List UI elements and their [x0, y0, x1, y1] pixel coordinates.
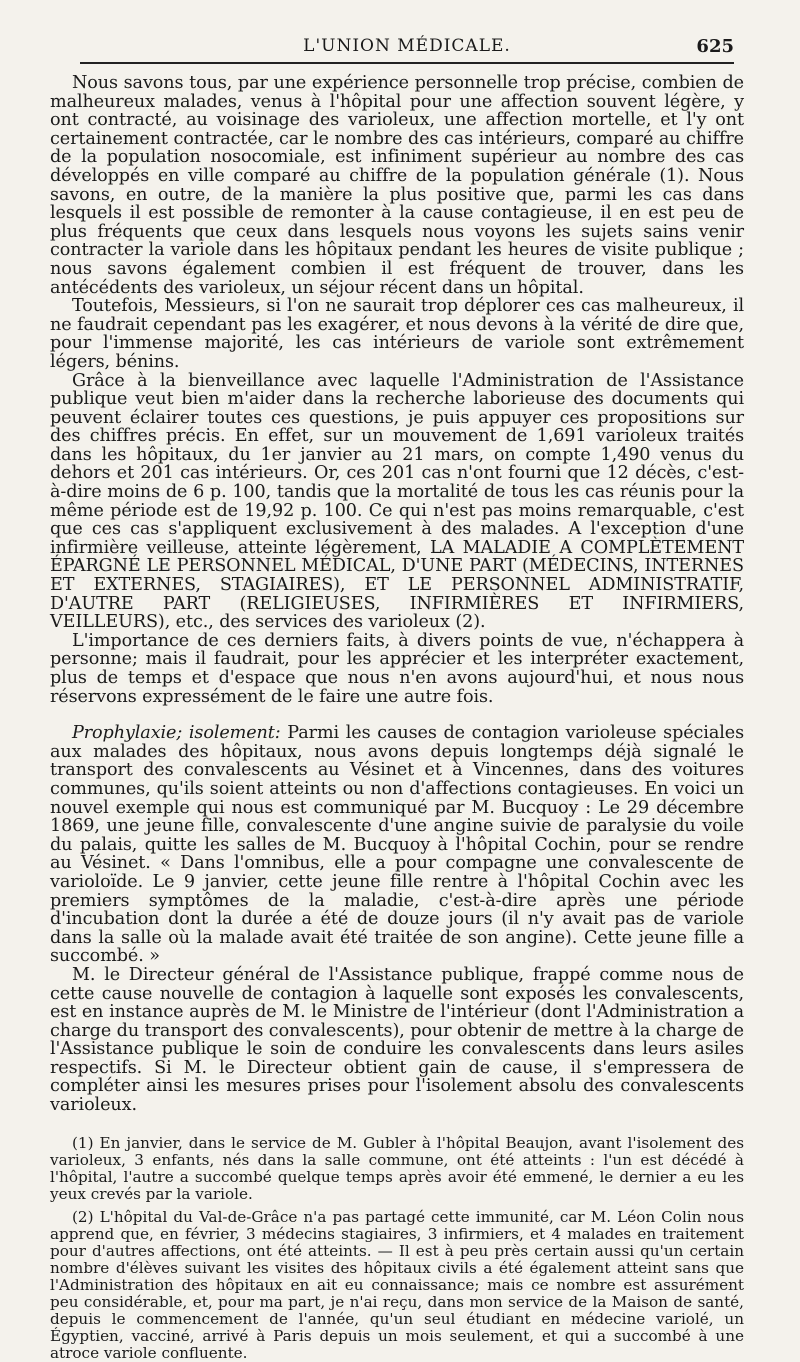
footnotes	[50, 1135, 744, 1362]
article-body	[50, 74, 744, 1115]
footnote-2: (2) L'hôpital du Val-de-Grâce n'a pas partagé cette immunité, car M. Léon Colin nous apprend que, en février, 3 médecins stagiaires, 3 infirmiers, et 4 malades en traitement pour d'autres affections, ont été atteints. — Il est à peu près certain aussi qu'un certain nombre d'élèves suivant les visites des hôpitaux civils a été également atteint sans que l'Administration des hôpitaux en ait eu connaissance; mais ce nombre est assurément peu considérable, et, pour ma part, je n'ai reçu, dans mon service de la Maison de santé, depuis le commencement de l'année, qu'un seul étudiant en médecine variolé, un Égyptien, vacciné, arrivé à Paris depuis un mois seulement, et qui a succombé à une atroce variole confluente.	[50, 1207, 744, 1362]
running-title: L'UNION MÉDICALE.	[303, 36, 511, 56]
paragraph-3: Grâce à la bienveillance avec laquelle l'Administration de l'Assistance publique veut bien m'aider dans la recherche laborieuse des documents qui peuvent éclairer toutes ces questions, je puis appuyer ces propositions sur des chiffres précis. En effet, sur un mouvement de 1,691 varioleux traités dans les hôpitaux, du 1er janvier au 21 mars, on compte 1,490 venus du dehors et 201 cas intérieurs. Or, ces 201 cas n'ont fourni que 12 décès, c'est-à-dire moins de 6 p. 100, tandis que la mortalité de tous les cas réunis pour la même période est de 19,92 p. 100. Ce qui n'est pas moins remarquable, c'est que ces cas s'appliquent exclusivement à des malades. A l'exception d'une infirmière veilleuse, atteinte légèrement, LA MALADIE A COMPLÈTEMENT ÉPARGNÉ LE PERSONNEL MÉDICAL, D'UNE PART (MÉDECINS, INTERNES ET EXTERNES, STAGIAIRES), ET LE PERSONNEL ADMINISTRATIF, D'AUTRE PART (RELIGIEUSES, INFIRMIÈRES ET INFIRMIERS, VEILLEURS), etc., des services des varioleux (2).	[50, 370, 744, 633]
paragraph-4: L'importance de ces derniers faits, à divers points de vue, n'échappera à personne; mais il faudrait, pour les apprécier et les interpréter exactement, plus de temps et d'espace que nous n'en avons aujourd'hui, et nous nous réservons expressément de le faire une autre fois.	[50, 630, 744, 707]
paragraph-5-text: Parmi les causes de contagion varioleuse spéciales aux malades des hôpitaux, nous avons depuis longtemps déjà signalé le transport des convalescents au Vésinet et à Vincennes, dans des voitures communes, qu'ils soient atteints ou non d'affections contagieuses. En voici un nouvel exemple qui nous est communiqué par M. Bucquoy : Le 29 décembre 1869, une jeune fille, convalescente d'une angine suivie de paralysie du voile du palais, quitte les salles de M. Bucquoy à l'hôpital Cochin, pour se rendre au Vésinet. « Dans l'omnibus, elle a pour compagne une convalescente de varioloïde. Le 9 janvier, cette jeune fille rentre à l'hôpital Cochin avec les premiers symptômes de la maladie, c'est-à-dire après une période d'incubation dont la durée a été de douze jours (il n'y avait pas de variole dans la salle où la malade avait été traitée de son angine). Cette jeune fille a succombé. »	[50, 723, 744, 967]
section-heading-prophylaxie: Prophylaxie; isolement:	[72, 723, 281, 744]
paragraph-2: Toutefois, Messieurs, si l'on ne saurait trop déplorer ces cas malheureux, il ne faudrait cependant pas les exagérer, et nous devons à la vérité de dire que, pour l'immense majorité, les cas intérieurs de variole sont extrêmement légers, bénins.	[50, 296, 744, 372]
paragraph-5	[50, 724, 744, 966]
page-number: 625	[696, 36, 734, 57]
paragraph-6: M. le Directeur général de l'Assistance publique, frappé comme nous de cette cause nouvelle de contagion à laquelle sont exposés les convalescents, est en instance auprès de M. le Ministre de l'intérieur (dont l'Administration a charge du transport des convalescents), pour obtenir de mettre à la charge de l'Assistance publique le soin de conduire les convalescents dans leurs asiles respectifs. Si M. le Directeur obtient gain de cause, il s'empressera de compléter ainsi les mesures prises pour l'isolement absolu des convalescents varioleux.	[50, 964, 744, 1116]
footnote-1: (1) En janvier, dans le service de M. Gubler à l'hôpital Beaujon, avant l'isolement des varioleux, 3 enfants, nés dans la salle commune, ont été atteints : l'un est décédé à l'hôpital, l'autre a succombé quelque temps après avoir été emmené, le dernier a eu les yeux crevés par la variole.	[50, 1133, 744, 1203]
paragraph-1: Nous savons tous, par une expérience personnelle trop précise, combien de malheureux malades, venus à l'hôpital pour une affection souvent légère, y ont contracté, au voisinage des varioleux, une affection mortelle, et l'y ont certainement contractée, car le nombre des cas intérieurs, comparé au chiffre de la population nosocomiale, est infiniment supérieur au nombre des cas développés en ville comparé au chiffre de la population générale (1). Nous savons, en outre, de la manière la plus positive que, parmi les cas dans lesquels il est possible de remonter à la cause contagieuse, il en est peu de plus fréquents que ceux dans lesquels nous voyons les sujets sains venir contracter la variole dans les hôpitaux pendant les heures de visite publique ; nous savons également combien il est fréquent de trouver, dans les antécédents des varioleux, un séjour récent dans un hôpital.	[50, 73, 744, 298]
page-header	[80, 30, 734, 64]
